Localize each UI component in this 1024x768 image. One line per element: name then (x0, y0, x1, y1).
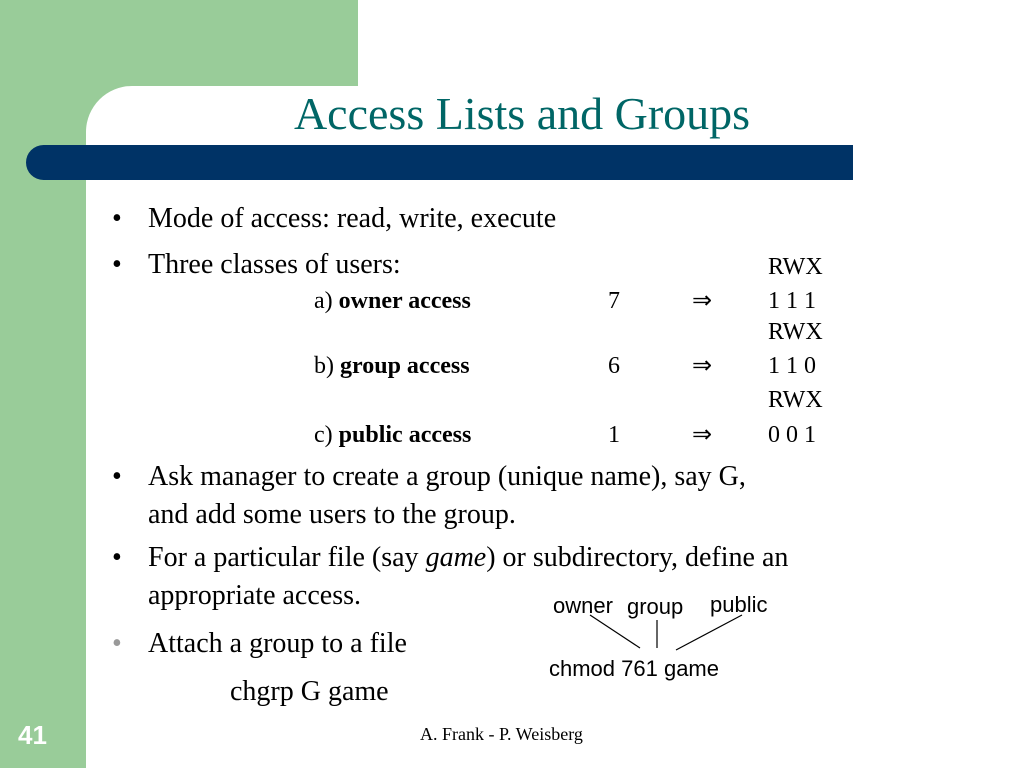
chmod-group-label: group (627, 594, 684, 619)
bullet-dot: • (112, 542, 122, 573)
bullet-text: Attach a group to a file (148, 628, 407, 659)
arrow-icon: ⇒ (692, 353, 713, 379)
group-access-bits: 1 1 0 (768, 353, 816, 379)
chmod-command: chmod 761 game (549, 656, 719, 681)
public-access-value: 1 (608, 422, 620, 448)
bullet-text: Three classes of users: (148, 249, 401, 280)
public-access-bits: 0 0 1 (768, 422, 816, 448)
bullet-text-cont: appropriate access. (148, 580, 361, 611)
slide-title: Access Lists and Groups (293, 88, 751, 139)
group-access-value: 6 (608, 353, 620, 379)
chmod-public-label: public (710, 592, 768, 617)
bullet-dot: • (112, 203, 122, 234)
owner-access-bits: 1 1 1 (768, 288, 816, 314)
bullet-text: Ask manager to create a group (unique name), say G, (148, 461, 746, 492)
public-access-label: c) public access (314, 422, 472, 448)
arrow-icon: ⇒ (692, 422, 713, 448)
arrow-icon: ⇒ (692, 288, 713, 314)
chgrp-command: chgrp G game (230, 676, 389, 707)
page-number: 41 (18, 720, 47, 750)
rwx-header-group: RWX (768, 319, 823, 345)
group-access-label: b) group access (314, 353, 470, 379)
bullet-dot: • (112, 249, 122, 280)
footer-authors: A. Frank - P. Weisberg (420, 724, 583, 744)
rwx-header-owner: RWX (768, 254, 823, 280)
chmod-owner-label: owner (553, 593, 613, 618)
public-connector (676, 615, 742, 650)
bullet-dot: • (112, 628, 122, 659)
rwx-header-public: RWX (768, 387, 823, 413)
bullet-dot: • (112, 461, 122, 492)
owner-access-value: 7 (608, 288, 620, 314)
owner-access-label: a) owner access (314, 288, 471, 314)
bullet-text: Mode of access: read, write, execute (148, 203, 557, 234)
bullet-text: For a particular file (say game) or subdirectory, define an (148, 542, 789, 573)
bullet-text-cont: and add some users to the group. (148, 499, 516, 530)
